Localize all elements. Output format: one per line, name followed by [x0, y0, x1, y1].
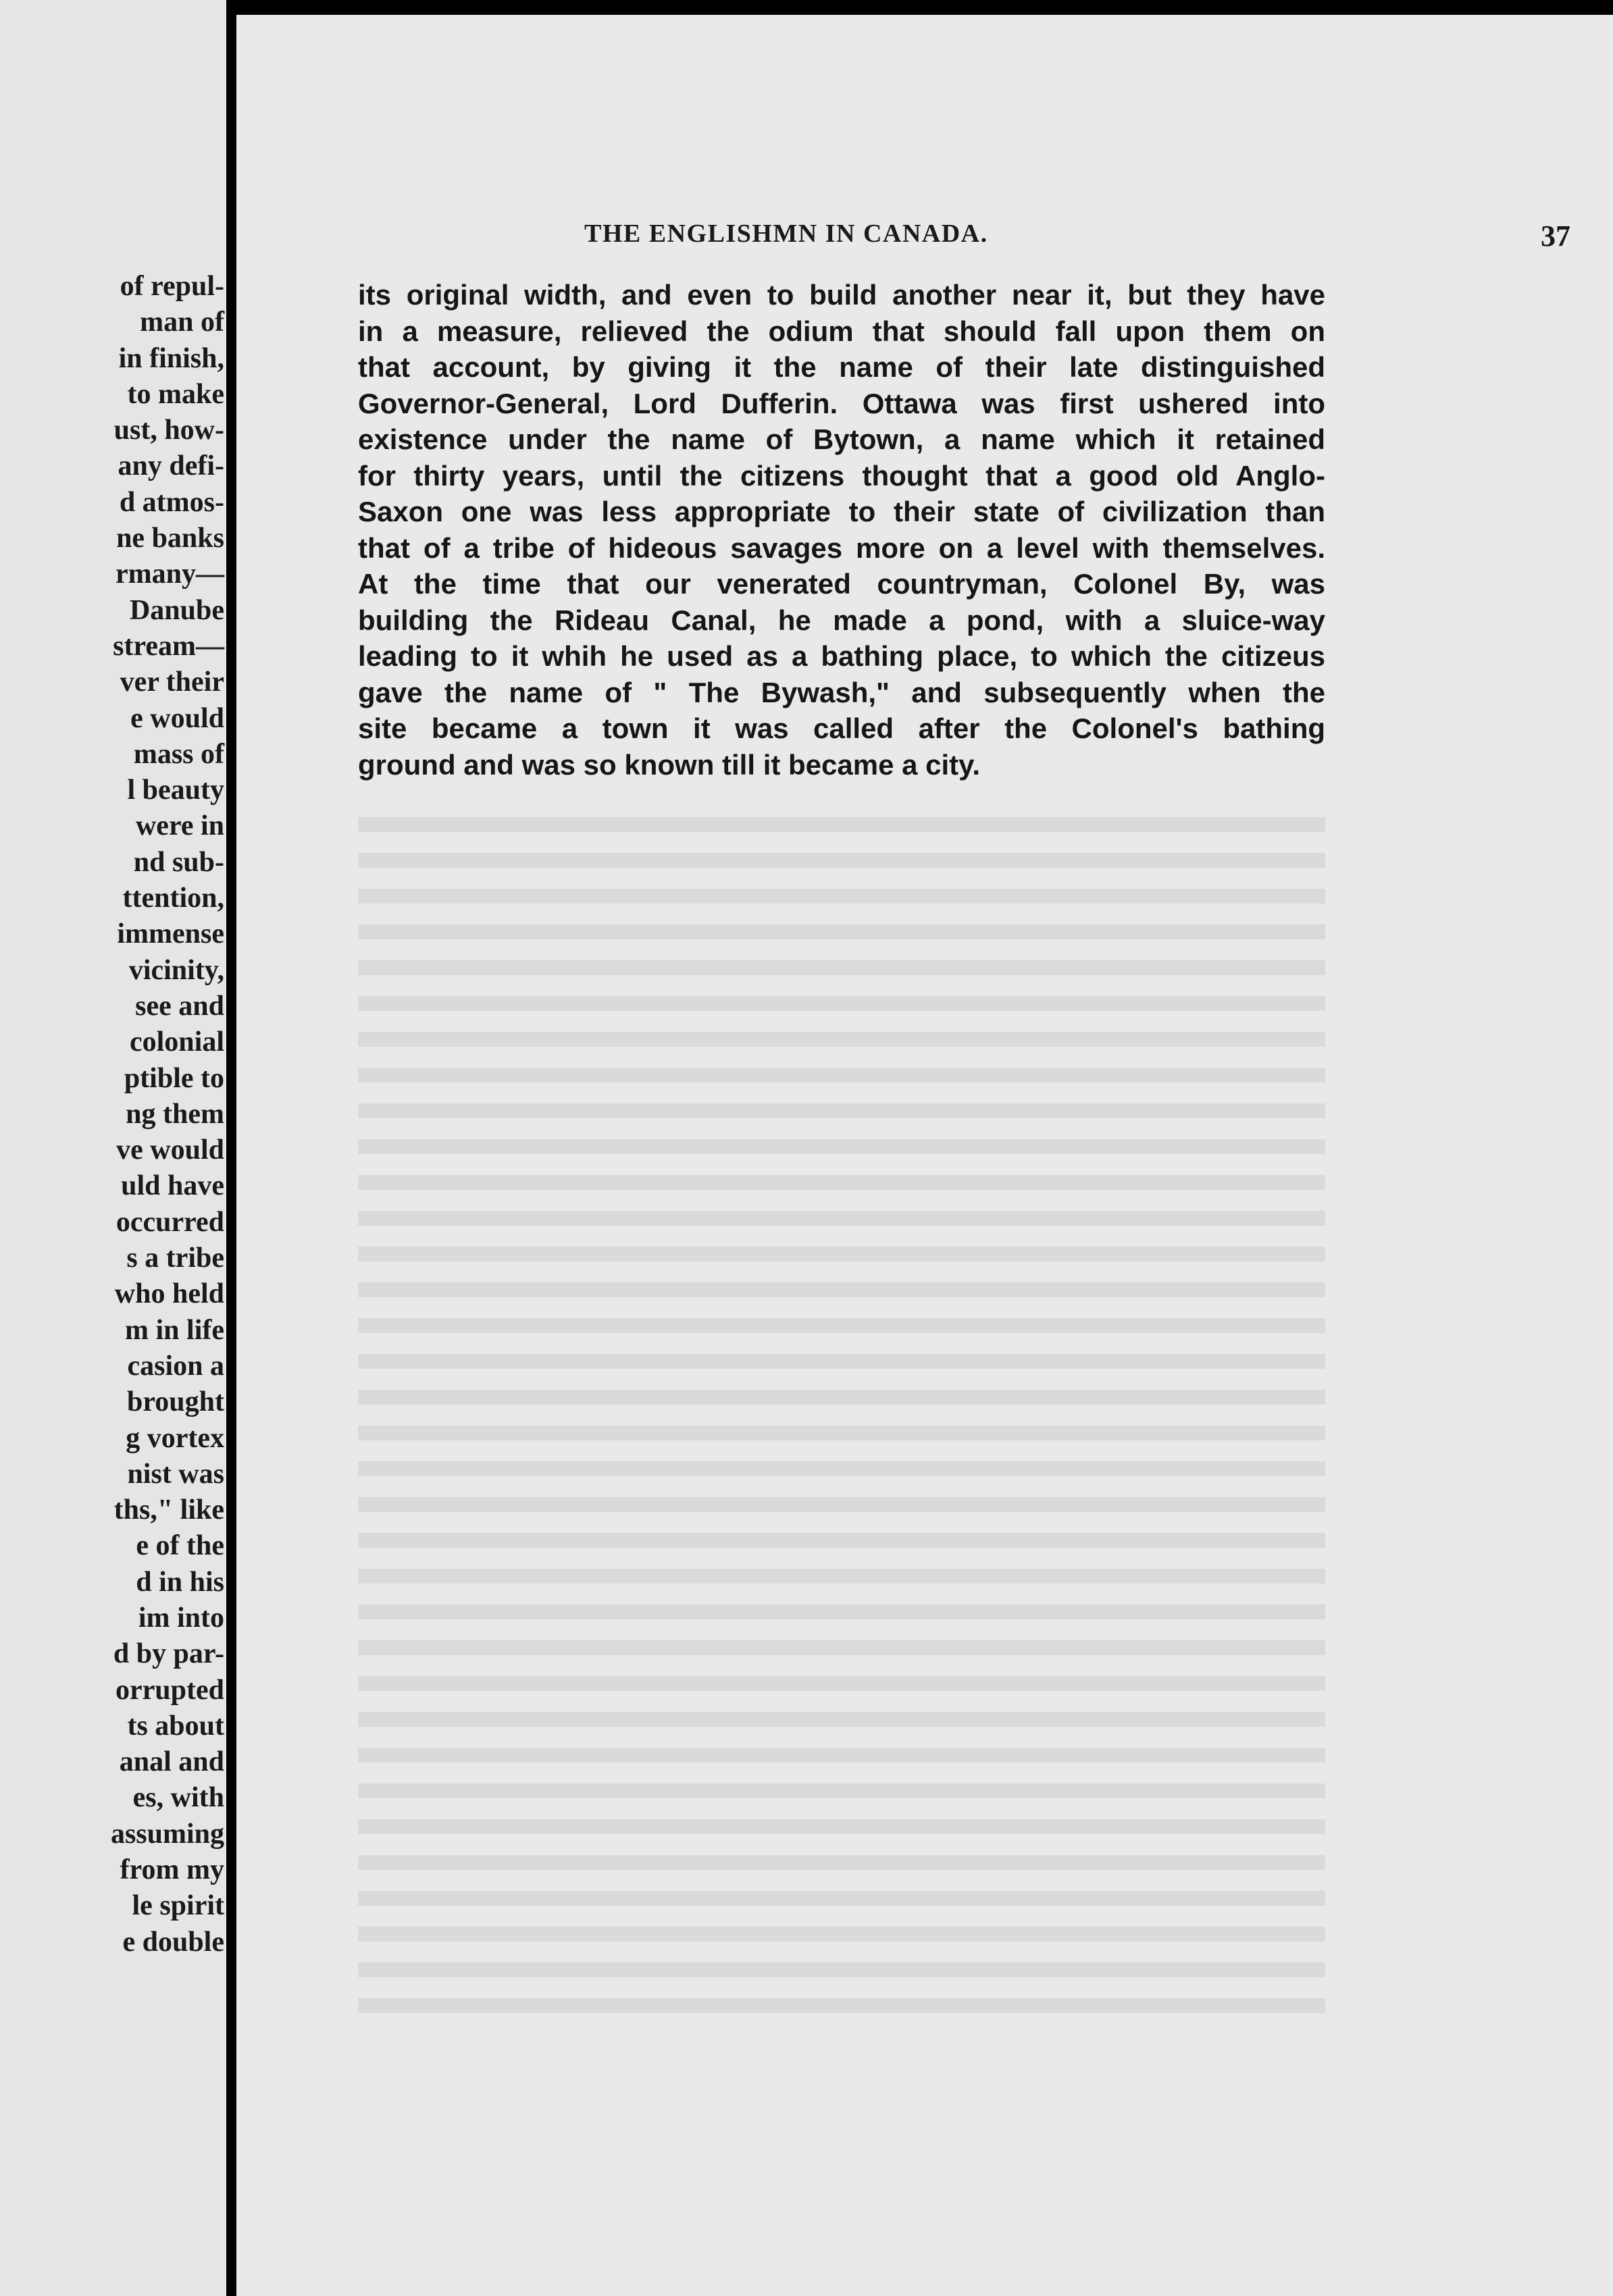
left-page-line: immense	[117, 918, 224, 950]
right-page	[236, 15, 1613, 2296]
left-page-line: e would	[130, 702, 224, 734]
body-line: that of a tribe of hideous savages more on a level with themselves.	[358, 531, 1325, 564]
left-page-line: ths," like	[113, 1494, 224, 1526]
body-line: leading to it whih he used as a bathing place, to which the citizeus	[358, 640, 1325, 672]
left-page-line: occurred	[116, 1206, 224, 1238]
bleed-through-text	[358, 805, 1325, 2020]
left-page-line: ng them	[126, 1098, 224, 1130]
left-page-line: assuming	[110, 1818, 224, 1850]
body-line: Governor-General, Lord Dufferin. Ottawa was first ushered into	[358, 387, 1325, 419]
left-page-line: ve would	[116, 1134, 224, 1166]
left-page-line: Danube	[129, 594, 224, 626]
left-page-line: from my	[120, 1854, 224, 1886]
left-page-line: ust, how-	[113, 415, 224, 446]
body-paragraph	[358, 277, 1325, 783]
left-page-line: ne banks	[116, 523, 224, 554]
left-page-line: e double	[122, 1926, 224, 1958]
left-page-line: stream—	[113, 630, 224, 662]
left-page-line: ttention,	[122, 883, 224, 914]
left-page-line: man of	[140, 307, 224, 338]
body-line: ground and was so known till it became a city.	[358, 748, 981, 781]
body-line: gave the name of " The Bywash," and subsequently when the	[358, 676, 1325, 708]
left-page-line: e of the	[136, 1530, 224, 1562]
left-page-line: casion a	[127, 1350, 224, 1382]
body-line: in a measure, relieved the odium that should fall upon them on	[358, 315, 1325, 347]
body-line: its original width, and even to build another near it, but they have	[358, 279, 1325, 311]
left-page-line: any defi-	[118, 450, 224, 482]
left-page-line: to make	[127, 378, 224, 410]
left-page-fragment	[0, 0, 226, 2296]
left-page-line: mass of	[133, 738, 224, 770]
left-page-line: le spirit	[132, 1890, 224, 1922]
left-page-line: im into	[138, 1602, 224, 1634]
left-page-text-column	[8, 269, 224, 1960]
left-page-line: anal and	[119, 1746, 224, 1778]
left-page-line: l beauty	[127, 775, 224, 806]
left-page-line: brought	[127, 1386, 224, 1418]
left-page-line: s a tribe	[126, 1243, 224, 1274]
body-line: At the time that our venerated countryman, Colonel By, was	[358, 568, 1325, 600]
body-line: Saxon one was less appropriate to their state of civilization than	[358, 496, 1325, 527]
left-page-line: nist was	[127, 1458, 224, 1490]
body-line: building the Rideau Canal, he made a pond, with a sluice-way	[358, 604, 1325, 636]
running-title: THE ENGLISHMN IN CANADA.	[584, 219, 988, 248]
left-page-line: see and	[135, 990, 224, 1022]
left-page-line: vicinity,	[128, 954, 224, 986]
left-page-line: were in	[135, 810, 224, 842]
left-page-line: uld have	[121, 1170, 224, 1202]
left-page-line: who held	[114, 1278, 224, 1310]
left-page-line: in finish,	[118, 342, 224, 374]
left-page-line: rmany—	[116, 558, 224, 590]
left-page-line: ver their	[120, 667, 224, 698]
left-page-line: nd sub-	[133, 846, 224, 878]
left-page-line: orrupted	[116, 1674, 224, 1706]
left-page-line: es, with	[132, 1782, 224, 1814]
page-number: 37	[1541, 219, 1570, 253]
body-line: site became a town it was called after the Colonel's bathing	[358, 712, 1325, 744]
left-page-line: d by par-	[113, 1638, 224, 1670]
left-page-line: m in life	[125, 1314, 224, 1346]
body-line: that account, by giving it the name of their late distinguished	[358, 351, 1325, 383]
book-gutter	[226, 0, 236, 2296]
left-page-line: colonial	[129, 1026, 224, 1058]
left-page-line: of repul-	[120, 271, 224, 302]
left-page-line: ptible to	[124, 1062, 224, 1094]
body-line: existence under the name of Bytown, a name which it retained	[358, 423, 1325, 455]
left-page-line: ts about	[127, 1710, 224, 1742]
page-header	[584, 219, 1613, 259]
body-line: for thirty years, until the citizens thought that a good old Anglo-	[358, 459, 1325, 492]
left-page-line: g vortex	[126, 1422, 224, 1454]
left-page-line: d atmos-	[119, 486, 224, 518]
left-page-line: d in his	[136, 1566, 224, 1598]
